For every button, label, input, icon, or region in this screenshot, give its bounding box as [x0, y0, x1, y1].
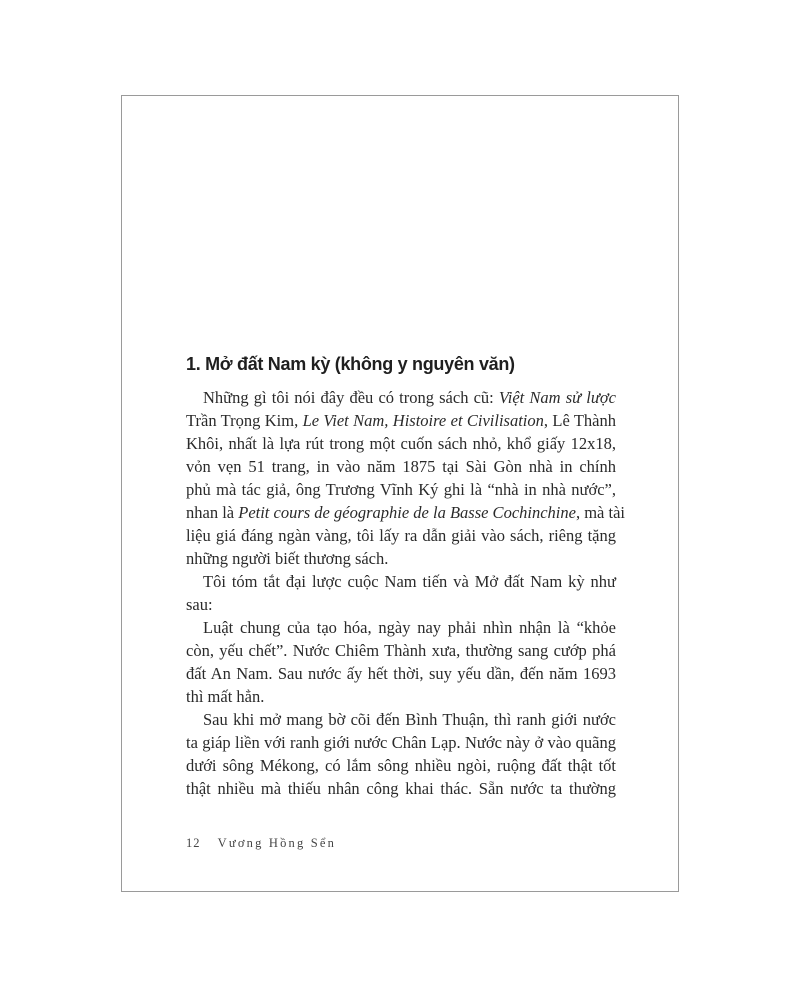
text-line: những người biết thương sách.	[186, 549, 389, 568]
book-page	[121, 95, 679, 892]
page-number: 12	[186, 836, 201, 850]
text-line: Luật chung của tạo hóa, ngày nay phải nhìn nhận là “khỏe	[203, 618, 616, 637]
text-line: Tôi tóm tắt đại lược cuộc Nam tiến và Mở đất Nam kỳ như	[203, 572, 616, 591]
text-line: sau:	[186, 595, 213, 614]
body-text	[186, 386, 625, 800]
text-line: nhan là Petit cours de géographie de la Basse Cochinchine, mà tài	[186, 503, 625, 522]
text-line: còn, yếu chết”. Nước Chiêm Thành xưa, thường sang cướp phá	[186, 641, 616, 660]
section-heading: 1. Mở đất Nam kỳ (không y nguyên văn)	[186, 354, 515, 374]
text-line: dưới sông Mékong, có lắm sông nhiều ngòi, ruộng đất thật tốt	[186, 756, 616, 775]
text-line: Trần Trọng Kim, Le Viet Nam, Histoire et Civilisation, Lê Thành	[186, 411, 616, 430]
text-line: liệu giá đáng ngàn vàng, tôi lấy ra dẫn giải vào sách, riêng tặng	[186, 526, 616, 545]
text-line: Những gì tôi nói đây đều có trong sách cũ: Việt Nam sử lược	[203, 388, 616, 407]
text-line: thì mất hẳn.	[186, 687, 265, 706]
text-line: đất An Nam. Sau nước ấy hết thời, suy yếu dần, đến năm 1693	[186, 664, 616, 683]
text-line: ta giáp liền với ranh giới nước Chân Lạp. Nước này ở vào quãng	[186, 733, 616, 752]
text-line: thật nhiều mà thiếu nhân công khai thác. Sẵn nước ta thường	[186, 779, 616, 798]
page-footer	[186, 836, 336, 851]
text-line: Khôi, nhất là lựa rút trong một cuốn sách nhỏ, khổ giấy 12x18,	[186, 434, 616, 453]
author-name: Vương Hồng Sển	[217, 836, 337, 850]
text-line: vỏn vẹn 51 trang, in vào năm 1875 tại Sài Gòn nhà in chính	[186, 457, 616, 476]
text-line: phủ mà tác giả, ông Trương Vĩnh Ký ghi là “nhà in nhà nước”,	[186, 480, 616, 499]
text-line: Sau khi mở mang bờ cõi đến Bình Thuận, thì ranh giới nước	[203, 710, 616, 729]
